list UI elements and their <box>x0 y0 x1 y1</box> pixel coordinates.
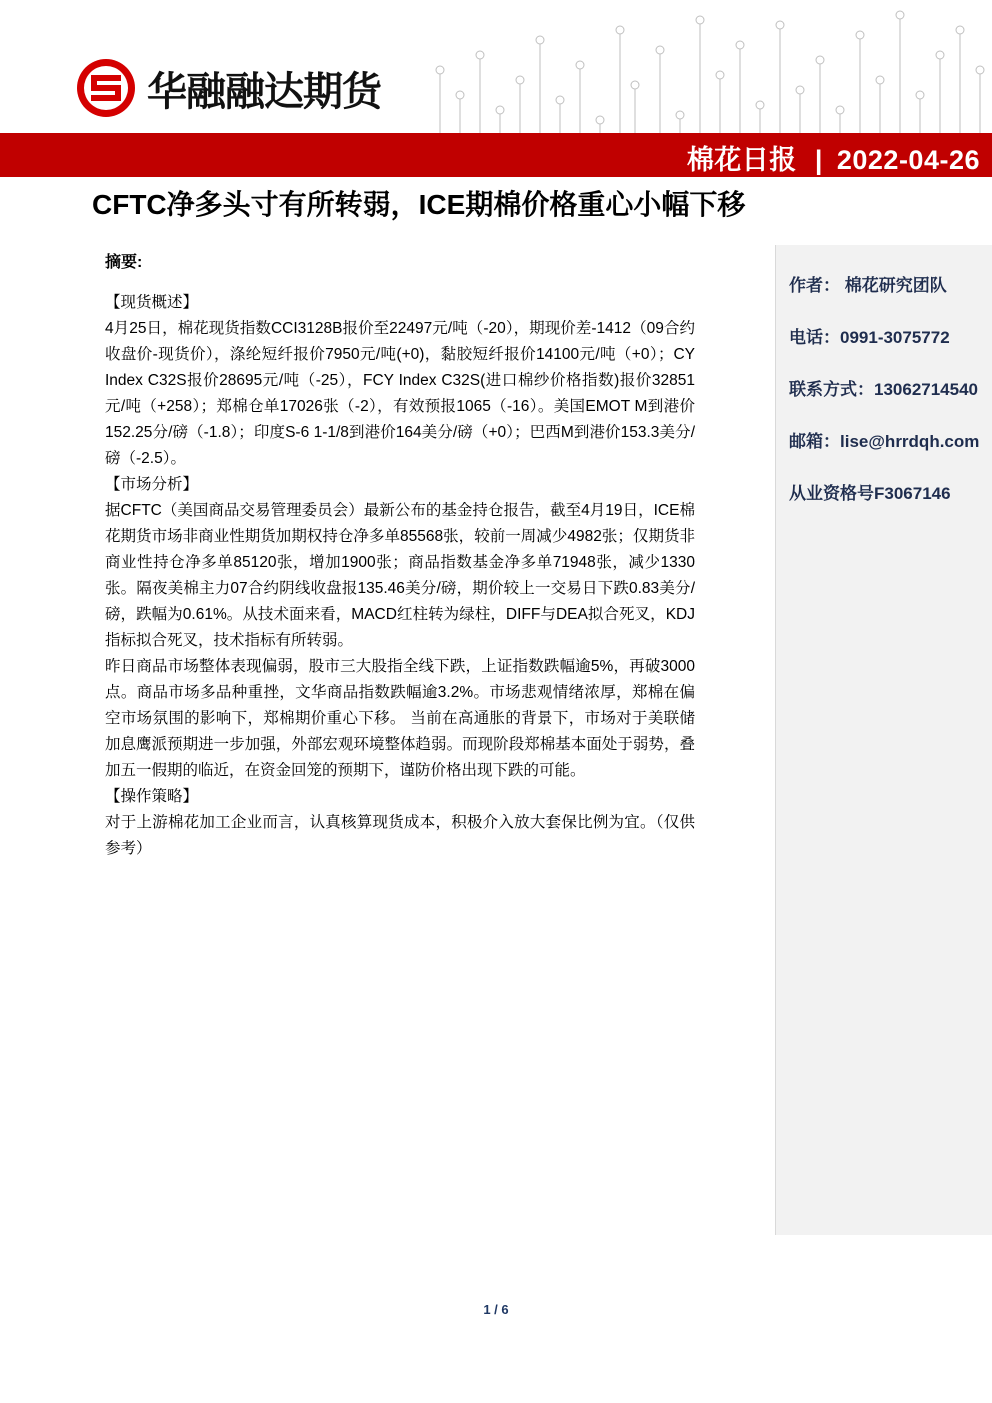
section-paragraph: 对于上游棉花加工企业而言，认真核算现货成本，积极介入放大套保比例为宜。（仅供参考） <box>105 814 695 857</box>
brand-name: 华融融达期货 <box>147 67 381 115</box>
sidebar-contact: 联系方式：13062714540 <box>789 380 979 399</box>
banner-separator: | <box>814 145 823 175</box>
report-body <box>105 250 695 862</box>
author-sidebar <box>775 245 992 1235</box>
sidebar-phone: 电话：0991-3075772 <box>789 328 950 347</box>
decorative-lines-graphic <box>420 0 992 135</box>
report-date: 2022-04-26 <box>836 145 980 175</box>
section-spot-overview <box>105 290 695 472</box>
sidebar-author: 作者： 棉花研究团队 <box>789 276 947 295</box>
abstract-label: 摘要: <box>105 254 143 271</box>
section-heading: 【现货概述】 <box>105 294 199 311</box>
report-title: CFTC净多头寸有所转弱，ICE期棉价格重心小幅下移 <box>92 189 746 220</box>
logo-icon <box>75 57 137 119</box>
report-banner <box>0 133 992 177</box>
sidebar-license: 从业资格号F3067146 <box>789 484 951 503</box>
section-market-analysis <box>105 472 695 784</box>
section-strategy <box>105 784 695 862</box>
section-paragraph: 昨日商品市场整体表现偏弱，股市三大股指全线下跌，上证指数跌幅逾5%，再破3000点。商品市场多品种重挫，文华商品指数跌幅逾3.2%。市场悲观情绪浓厚，郑棉在偏空市场氛围的影响下，郑棉期价重心下移。 当前在高通胀的背景下，市场对于美联储加息鹰派预期进一步加强，外部宏观环境整体趋弱。而现阶段郑棉基本面处于弱势，叠加五一假期的临近，在资金回笼的预期下，谨防价格出现下跌的可能。 <box>105 658 695 779</box>
sidebar-email[interactable]: 邮箱：lise@hrrdqh.com <box>789 432 980 451</box>
section-paragraph: 4月25日，棉花现货指数CCI3128B报价至22497元/吨（-20），期现价差-1412（09合约收盘价-现货价），涤纶短纤报价7950元/吨(+0)，黏胶短纤报价14100元/吨（+0）；CY Index C32S报价28695元/吨（-25），FCY Index C32S(进口棉纱价格指数)报价32851元/吨（+258）；郑棉仓单17026张（-2），有效预报1065（-16）。美国EMOT M到港价152.25分/磅（-1.8）；印度S-6 1-1/8到港价164美分/磅（+0）；巴西M到港价153.3美分/磅（-2.5）。 <box>105 320 695 467</box>
section-heading: 【市场分析】 <box>105 476 199 493</box>
section-heading: 【操作策略】 <box>105 788 199 805</box>
brand-logo <box>75 58 381 118</box>
banner-title <box>687 138 980 177</box>
page-number: 1 / 6 <box>483 1302 509 1317</box>
section-paragraph: 据CFTC（美国商品交易管理委员会）最新公布的基金持仓报告，截至4月19日，ICE棉花期货市场非商业性期货加期权持仓净多单85568张，较前一周减少4982张；仅期货非商业性持仓净多单85120张，增加1900张；商品指数基金净多单71948张，减少1330张。隔夜美棉主力07合约阴线收盘报135.46美分/磅，期价较上一交易日下跌0.83美分/磅，跌幅为0.61%。从技术面来看，MACD红柱转为绿柱，DIFF与DEA拟合死叉，KDJ指标拟合死叉，技术指标有所转弱。 <box>105 502 695 649</box>
report-type: 棉花日报 <box>686 145 797 175</box>
